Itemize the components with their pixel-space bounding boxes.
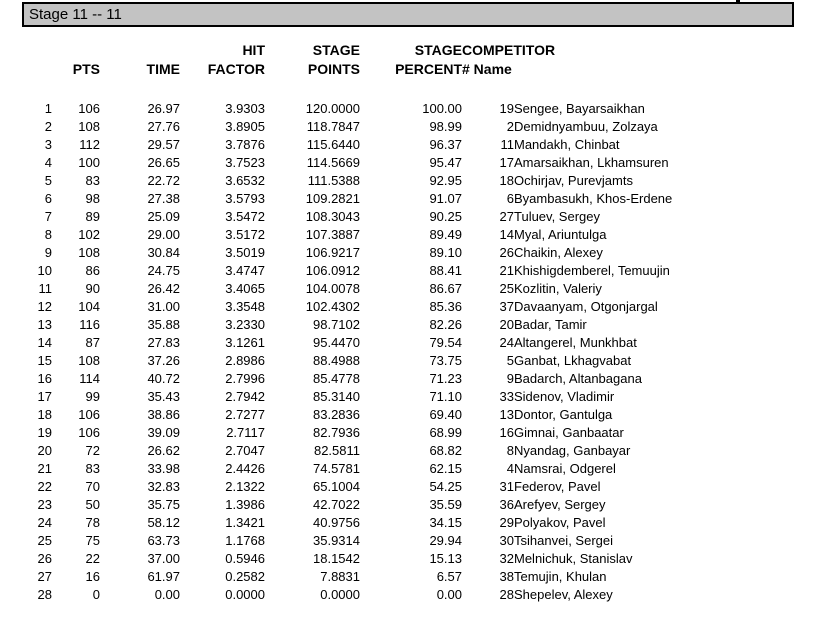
results-body bbox=[24, 100, 814, 604]
cell-stage-percent: 96.37 bbox=[429, 137, 462, 152]
table-row bbox=[24, 298, 814, 316]
header-pts: PTS bbox=[72, 60, 100, 77]
cell-hit-factor: 1.1768 bbox=[225, 533, 265, 548]
cell-pts: 86 bbox=[85, 263, 100, 278]
cell-place: 23 bbox=[37, 497, 52, 512]
cell-name: Demidnyambuu, Zolzaya bbox=[514, 119, 658, 134]
cell-place: 6 bbox=[44, 191, 52, 206]
cell-time: 63.73 bbox=[147, 533, 180, 548]
table-row bbox=[24, 244, 814, 262]
cell-hit-factor: 2.7996 bbox=[225, 371, 265, 386]
cell-num: 29 bbox=[499, 515, 514, 530]
cell-stage-points: 114.5669 bbox=[306, 155, 360, 170]
cell-time: 26.97 bbox=[147, 101, 180, 116]
cell-pts: 87 bbox=[85, 335, 100, 350]
table-row bbox=[24, 208, 814, 226]
table-row bbox=[24, 532, 814, 550]
cell-stage-percent: 35.59 bbox=[429, 497, 462, 512]
header-hit: HIT bbox=[242, 41, 265, 58]
cell-time: 29.00 bbox=[147, 227, 180, 242]
cell-stage-percent: 91.07 bbox=[429, 191, 462, 206]
cell-time: 26.65 bbox=[147, 155, 180, 170]
cell-num: 33 bbox=[499, 389, 514, 404]
cell-hit-factor: 3.7876 bbox=[225, 137, 265, 152]
cell-hit-factor: 0.5946 bbox=[225, 551, 265, 566]
cell-time: 39.09 bbox=[147, 425, 180, 440]
cell-time: 31.00 bbox=[147, 299, 180, 314]
cell-place: 4 bbox=[44, 155, 52, 170]
cell-stage-points: 108.3043 bbox=[305, 209, 360, 224]
cell-time: 35.43 bbox=[147, 389, 180, 404]
cell-stage-points: 85.3140 bbox=[313, 389, 360, 404]
cell-name: Tsihanvei, Sergei bbox=[514, 533, 613, 548]
cell-place: 11 bbox=[38, 281, 52, 296]
cell-hit-factor: 3.5472 bbox=[225, 209, 265, 224]
cell-hit-factor: 3.5793 bbox=[225, 191, 265, 206]
cell-time: 40.72 bbox=[147, 371, 180, 386]
cell-hit-factor: 2.7117 bbox=[226, 425, 265, 440]
cell-stage-points: 83.2836 bbox=[313, 407, 360, 422]
cell-stage-points: 74.5781 bbox=[313, 461, 360, 476]
cell-pts: 70 bbox=[85, 479, 100, 494]
cell-num: 24 bbox=[499, 335, 514, 350]
cell-time: 27.76 bbox=[147, 119, 180, 134]
table-row bbox=[24, 316, 814, 334]
cell-stage-percent: 92.95 bbox=[429, 173, 462, 188]
cell-time: 37.00 bbox=[147, 551, 180, 566]
cell-time: 35.88 bbox=[147, 317, 180, 332]
cell-hit-factor: 3.2330 bbox=[225, 317, 265, 332]
cell-num: 4 bbox=[506, 461, 514, 476]
cell-pts: 100 bbox=[78, 155, 100, 170]
cell-hit-factor: 3.4065 bbox=[225, 281, 265, 296]
cell-time: 27.38 bbox=[147, 191, 180, 206]
cell-place: 28 bbox=[37, 587, 52, 602]
cell-num: 19 bbox=[499, 101, 514, 116]
cell-num: 27 bbox=[499, 209, 514, 224]
cell-place: 25 bbox=[37, 533, 52, 548]
screenshot-artifact-mark bbox=[736, 0, 740, 3]
cell-num: 8 bbox=[506, 443, 514, 458]
cell-pts: 114 bbox=[79, 371, 100, 386]
cell-hit-factor: 2.7942 bbox=[225, 389, 265, 404]
cell-stage-percent: 89.10 bbox=[429, 245, 462, 260]
cell-place: 20 bbox=[37, 443, 52, 458]
cell-place: 13 bbox=[37, 317, 52, 332]
cell-stage-percent: 86.67 bbox=[429, 281, 462, 296]
cell-pts: 102 bbox=[78, 227, 100, 242]
cell-pts: 50 bbox=[85, 497, 100, 512]
cell-pts: 90 bbox=[85, 281, 100, 296]
cell-place: 24 bbox=[37, 515, 52, 530]
cell-stage-percent: 95.47 bbox=[429, 155, 462, 170]
cell-stage-points: 107.3887 bbox=[305, 227, 360, 242]
header-stage-percent-1: STAGE bbox=[414, 41, 462, 58]
cell-stage-percent: 100.00 bbox=[422, 101, 462, 116]
cell-time: 58.12 bbox=[147, 515, 180, 530]
cell-pts: 98 bbox=[85, 191, 100, 206]
cell-num: 9 bbox=[506, 371, 514, 386]
cell-pts: 89 bbox=[85, 209, 100, 224]
cell-num: 26 bbox=[499, 245, 514, 260]
cell-name: Altangerel, Munkhbat bbox=[514, 335, 637, 350]
cell-pts: 106 bbox=[78, 101, 100, 116]
cell-num: 17 bbox=[499, 155, 514, 170]
cell-stage-percent: 82.26 bbox=[429, 317, 462, 332]
cell-stage-points: 106.0912 bbox=[305, 263, 360, 278]
cell-stage-percent: 71.23 bbox=[429, 371, 462, 386]
cell-num: 13 bbox=[499, 407, 514, 422]
table-row bbox=[24, 442, 814, 460]
cell-stage-percent: 71.10 bbox=[429, 389, 462, 404]
cell-stage-percent: 62.15 bbox=[429, 461, 462, 476]
cell-stage-percent: 69.40 bbox=[429, 407, 462, 422]
cell-hit-factor: 3.9303 bbox=[225, 101, 265, 116]
cell-pts: 22 bbox=[85, 551, 100, 566]
cell-stage-points: 0.0000 bbox=[320, 587, 360, 602]
cell-pts: 106 bbox=[78, 425, 100, 440]
cell-place: 16 bbox=[37, 371, 52, 386]
header-percent: PERCENT bbox=[395, 60, 462, 77]
cell-hit-factor: 3.5172 bbox=[225, 227, 265, 242]
cell-time: 61.97 bbox=[147, 569, 180, 584]
cell-stage-percent: 34.15 bbox=[429, 515, 462, 530]
cell-name: Amarsaikhan, Lkhamsuren bbox=[514, 155, 669, 170]
cell-time: 33.98 bbox=[147, 461, 180, 476]
cell-hit-factor: 2.1322 bbox=[225, 479, 265, 494]
header-competitor: COMPETITOR bbox=[462, 41, 556, 58]
cell-stage-points: 120.0000 bbox=[305, 101, 360, 116]
results-header bbox=[24, 40, 814, 100]
cell-time: 32.83 bbox=[147, 479, 180, 494]
header-row-1 bbox=[24, 40, 814, 59]
cell-name: Ochirjav, Purevjamts bbox=[514, 173, 633, 188]
cell-pts: 104 bbox=[78, 299, 100, 314]
cell-hit-factor: 1.3421 bbox=[225, 515, 265, 530]
cell-time: 25.09 bbox=[147, 209, 180, 224]
cell-name: Melnichuk, Stanislav bbox=[514, 551, 633, 566]
cell-name: Polyakov, Pavel bbox=[514, 515, 606, 530]
cell-place: 17 bbox=[37, 389, 52, 404]
cell-num: 16 bbox=[499, 425, 514, 440]
results-table bbox=[24, 40, 814, 604]
cell-pts: 99 bbox=[85, 389, 100, 404]
table-row bbox=[24, 262, 814, 280]
table-row bbox=[24, 226, 814, 244]
table-row bbox=[24, 172, 814, 190]
cell-pts: 108 bbox=[78, 245, 100, 260]
cell-num: 38 bbox=[499, 569, 514, 584]
cell-num: 21 bbox=[499, 263, 514, 278]
cell-name: Sidenov, Vladimir bbox=[514, 389, 615, 404]
cell-pts: 108 bbox=[78, 119, 100, 134]
cell-place: 27 bbox=[37, 569, 52, 584]
cell-name: Davaanyam, Otgonjargal bbox=[514, 299, 658, 314]
cell-name: Gimnai, Ganbaatar bbox=[514, 425, 624, 440]
cell-place: 15 bbox=[37, 353, 52, 368]
cell-name: Arefyev, Sergey bbox=[514, 497, 606, 512]
cell-stage-percent: 79.54 bbox=[429, 335, 462, 350]
cell-place: 10 bbox=[37, 263, 52, 278]
cell-stage-points: 109.2821 bbox=[305, 191, 360, 206]
cell-num: 32 bbox=[499, 551, 514, 566]
cell-stage-points: 35.9314 bbox=[313, 533, 360, 548]
cell-time: 30.84 bbox=[147, 245, 180, 260]
cell-place: 26 bbox=[37, 551, 52, 566]
cell-place: 14 bbox=[37, 335, 52, 350]
cell-pts: 72 bbox=[85, 443, 100, 458]
cell-name: Khishigdemberel, Temuujin bbox=[514, 263, 670, 278]
cell-hit-factor: 2.8986 bbox=[225, 353, 265, 368]
cell-num: 25 bbox=[499, 281, 514, 296]
cell-stage-percent: 68.99 bbox=[429, 425, 462, 440]
cell-stage-points: 82.7936 bbox=[313, 425, 360, 440]
cell-hit-factor: 3.8905 bbox=[225, 119, 265, 134]
table-row bbox=[24, 154, 814, 172]
cell-stage-points: 106.9217 bbox=[305, 245, 360, 260]
table-row bbox=[24, 424, 814, 442]
cell-stage-points: 98.7102 bbox=[313, 317, 360, 332]
cell-name: Chaikin, Alexey bbox=[514, 245, 603, 260]
table-row bbox=[24, 190, 814, 208]
cell-name: Badarch, Altanbagana bbox=[514, 371, 642, 386]
table-row bbox=[24, 406, 814, 424]
cell-name: Temujin, Khulan bbox=[514, 569, 607, 584]
cell-pts: 75 bbox=[85, 533, 100, 548]
cell-hit-factor: 3.4747 bbox=[225, 263, 265, 278]
cell-num: 2 bbox=[506, 119, 514, 134]
cell-place: 21 bbox=[37, 461, 52, 476]
cell-stage-percent: 29.94 bbox=[429, 533, 462, 548]
cell-name: Mandakh, Chinbat bbox=[514, 137, 620, 152]
cell-stage-percent: 0.00 bbox=[436, 587, 462, 602]
cell-num: 28 bbox=[499, 587, 514, 602]
cell-name: Ganbat, Lkhagvabat bbox=[514, 353, 632, 368]
cell-hit-factor: 3.7523 bbox=[225, 155, 265, 170]
cell-hit-factor: 2.7277 bbox=[225, 407, 265, 422]
cell-stage-points: 42.7022 bbox=[313, 497, 360, 512]
table-row bbox=[24, 460, 814, 478]
results-table-container bbox=[24, 40, 814, 604]
cell-num: 11 bbox=[500, 137, 514, 152]
cell-stage-percent: 68.82 bbox=[429, 443, 462, 458]
cell-place: 22 bbox=[37, 479, 52, 494]
cell-num: 14 bbox=[499, 227, 514, 242]
cell-place: 12 bbox=[37, 299, 52, 314]
table-row bbox=[24, 136, 814, 154]
cell-pts: 83 bbox=[85, 461, 100, 476]
cell-name: Tuluev, Sergey bbox=[514, 209, 600, 224]
cell-time: 38.86 bbox=[147, 407, 180, 422]
table-row bbox=[24, 568, 814, 586]
cell-hit-factor: 1.3986 bbox=[225, 497, 265, 512]
cell-place: 19 bbox=[37, 425, 52, 440]
cell-name: Namsrai, Odgerel bbox=[514, 461, 616, 476]
cell-stage-percent: 90.25 bbox=[429, 209, 462, 224]
header-row-2 bbox=[24, 59, 814, 78]
cell-place: 5 bbox=[44, 173, 52, 188]
cell-num: 20 bbox=[499, 317, 514, 332]
cell-place: 8 bbox=[44, 227, 52, 242]
cell-place: 2 bbox=[44, 119, 52, 134]
header-time: TIME bbox=[146, 60, 180, 77]
cell-stage-points: 88.4988 bbox=[313, 353, 360, 368]
table-row bbox=[24, 118, 814, 136]
cell-stage-points: 118.7847 bbox=[306, 119, 360, 134]
cell-num: 31 bbox=[499, 479, 514, 494]
cell-stage-points: 115.6440 bbox=[306, 137, 360, 152]
cell-stage-points: 82.5811 bbox=[313, 443, 360, 458]
cell-stage-percent: 73.75 bbox=[429, 353, 462, 368]
table-row bbox=[24, 352, 814, 370]
cell-pts: 116 bbox=[79, 317, 100, 332]
cell-time: 22.72 bbox=[147, 173, 180, 188]
cell-num: 5 bbox=[506, 353, 514, 368]
header-points: POINTS bbox=[307, 60, 360, 77]
cell-num: 36 bbox=[499, 497, 514, 512]
header-spacer bbox=[24, 78, 814, 100]
header-stage-points-1: STAGE bbox=[312, 41, 360, 58]
table-row bbox=[24, 550, 814, 568]
cell-stage-percent: 89.49 bbox=[429, 227, 462, 242]
cell-stage-points: 65.1004 bbox=[313, 479, 360, 494]
cell-pts: 0 bbox=[92, 587, 100, 602]
cell-place: 18 bbox=[37, 407, 52, 422]
cell-stage-points: 104.0078 bbox=[305, 281, 360, 296]
table-row bbox=[24, 478, 814, 496]
cell-place: 7 bbox=[44, 209, 52, 224]
cell-num: 18 bbox=[499, 173, 514, 188]
cell-pts: 78 bbox=[85, 515, 100, 530]
cell-pts: 106 bbox=[78, 407, 100, 422]
cell-hit-factor: 3.5019 bbox=[225, 245, 265, 260]
cell-stage-percent: 85.36 bbox=[429, 299, 462, 314]
cell-name: Byambasukh, Khos-Erdene bbox=[514, 191, 673, 206]
header-factor: FACTOR bbox=[207, 60, 265, 77]
cell-name: Badar, Tamir bbox=[514, 317, 587, 332]
table-row bbox=[24, 100, 814, 118]
cell-hit-factor: 3.3548 bbox=[225, 299, 265, 314]
cell-time: 37.26 bbox=[147, 353, 180, 368]
cell-hit-factor: 0.2582 bbox=[225, 569, 265, 584]
cell-pts: 112 bbox=[79, 137, 100, 152]
cell-num: 6 bbox=[506, 191, 514, 206]
cell-stage-percent: 15.13 bbox=[429, 551, 462, 566]
cell-name: Sengee, Bayarsaikhan bbox=[514, 101, 645, 116]
table-row bbox=[24, 496, 814, 514]
cell-pts: 16 bbox=[85, 569, 100, 584]
cell-place: 9 bbox=[44, 245, 52, 260]
table-row bbox=[24, 280, 814, 298]
table-row bbox=[24, 388, 814, 406]
cell-stage-percent: 6.57 bbox=[436, 569, 462, 584]
cell-hit-factor: 2.7047 bbox=[225, 443, 265, 458]
cell-place: 1 bbox=[44, 101, 52, 116]
cell-place: 3 bbox=[44, 137, 52, 152]
table-row bbox=[24, 334, 814, 352]
cell-name: Nyandag, Ganbayar bbox=[514, 443, 631, 458]
cell-hit-factor: 2.4426 bbox=[225, 461, 265, 476]
header-num-name: # Name bbox=[462, 60, 512, 77]
cell-num: 30 bbox=[499, 533, 514, 548]
cell-time: 27.83 bbox=[147, 335, 180, 350]
cell-name: Dontor, Gantulga bbox=[514, 407, 613, 422]
cell-pts: 83 bbox=[85, 173, 100, 188]
cell-time: 26.62 bbox=[147, 443, 180, 458]
cell-stage-points: 102.4302 bbox=[305, 299, 360, 314]
cell-name: Kozlitin, Valeriy bbox=[514, 281, 602, 296]
cell-hit-factor: 3.1261 bbox=[225, 335, 265, 350]
cell-stage-percent: 88.41 bbox=[429, 263, 462, 278]
cell-stage-points: 95.4470 bbox=[313, 335, 360, 350]
cell-time: 0.00 bbox=[154, 587, 180, 602]
cell-stage-points: 40.9756 bbox=[313, 515, 360, 530]
stage-title: Stage 11 -- 11 bbox=[29, 6, 122, 23]
cell-stage-points: 7.8831 bbox=[320, 569, 360, 584]
cell-stage-percent: 54.25 bbox=[429, 479, 462, 494]
cell-time: 24.75 bbox=[147, 263, 180, 278]
cell-hit-factor: 3.6532 bbox=[225, 173, 265, 188]
cell-name: Myal, Ariuntulga bbox=[514, 227, 607, 242]
stage-title-bar bbox=[22, 2, 794, 27]
cell-name: Shepelev, Alexey bbox=[514, 587, 613, 602]
table-row bbox=[24, 586, 814, 604]
cell-time: 35.75 bbox=[147, 497, 180, 512]
cell-stage-percent: 98.99 bbox=[429, 119, 462, 134]
cell-time: 29.57 bbox=[147, 137, 180, 152]
table-row bbox=[24, 514, 814, 532]
cell-stage-points: 85.4778 bbox=[313, 371, 360, 386]
cell-pts: 108 bbox=[78, 353, 100, 368]
cell-time: 26.42 bbox=[147, 281, 180, 296]
cell-name: Federov, Pavel bbox=[514, 479, 601, 494]
table-row bbox=[24, 370, 814, 388]
cell-hit-factor: 0.0000 bbox=[225, 587, 265, 602]
cell-stage-points: 111.5388 bbox=[307, 173, 360, 188]
cell-num: 37 bbox=[499, 299, 514, 314]
cell-stage-points: 18.1542 bbox=[313, 551, 360, 566]
